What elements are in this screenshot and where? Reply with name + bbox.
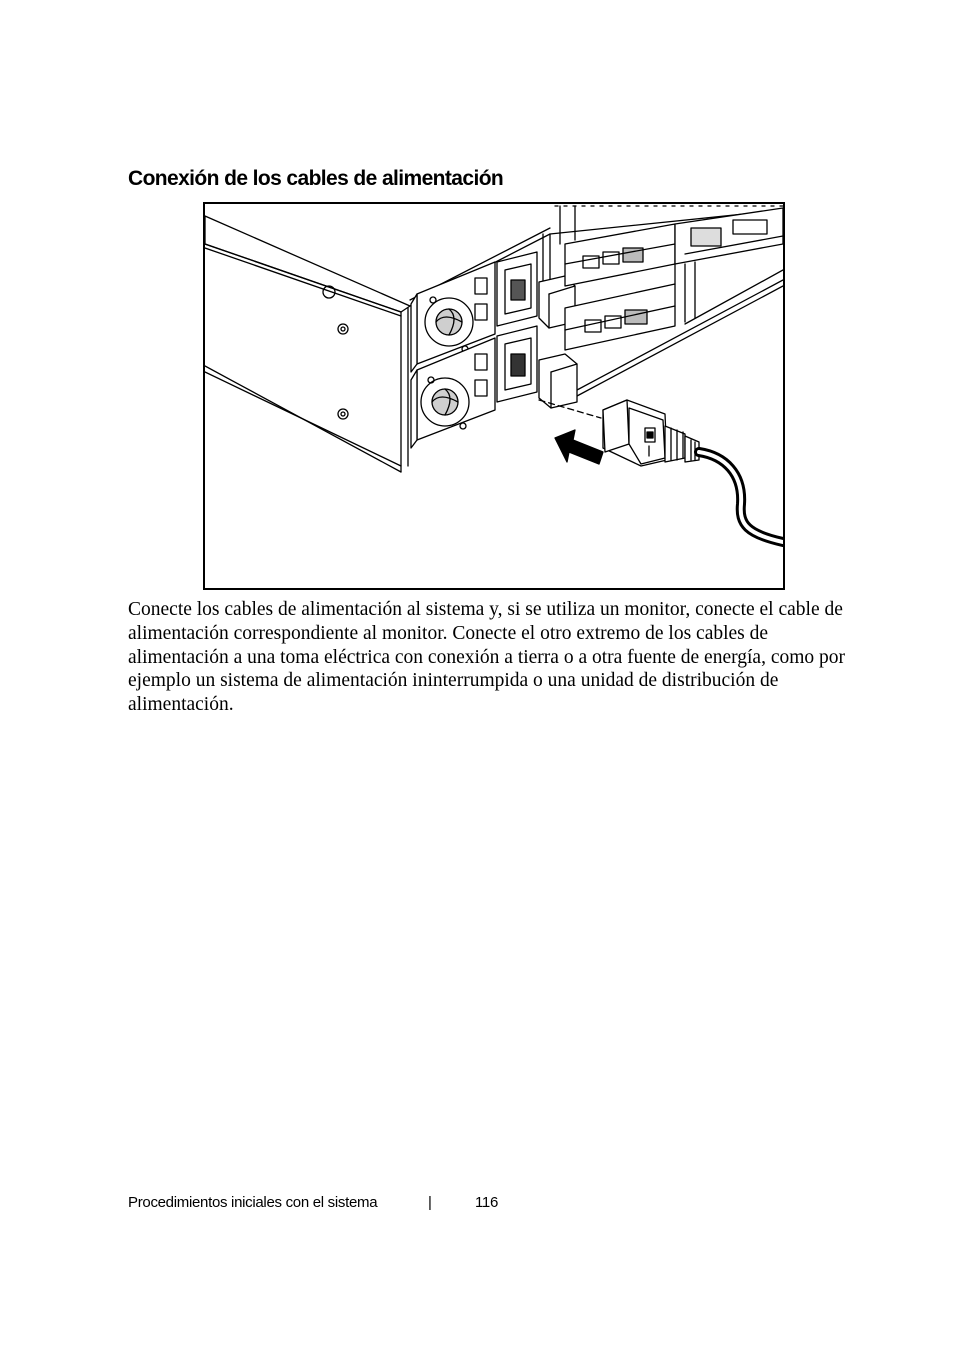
page-number: 116 bbox=[475, 1194, 499, 1211]
footer-separator: | bbox=[428, 1194, 432, 1211]
section-heading: Conexión de los cables de alimentación bbox=[128, 167, 504, 190]
insert-arrow-icon bbox=[555, 430, 603, 464]
page-footer bbox=[128, 1192, 628, 1216]
power-cable-connection-illustration bbox=[203, 202, 785, 590]
footer-section-title: Procedimientos iniciales con el sistema bbox=[128, 1194, 378, 1211]
instruction-paragraph: Conecte los cables de alimentación al sistema y, si se utiliza un monitor, conecte el cable de alimentación correspondiente al monitor. Conecte el otro extremo de los cables de alimentación a una toma eléctrica con conexión a tierra o a otra fuente de energía, como por ejemplo un sistema de alimentación ininterrumpida o una unidad de distribución de alimentación. bbox=[128, 599, 846, 716]
rear-io-panel bbox=[560, 206, 783, 350]
power-cord-plug-icon bbox=[603, 400, 699, 466]
